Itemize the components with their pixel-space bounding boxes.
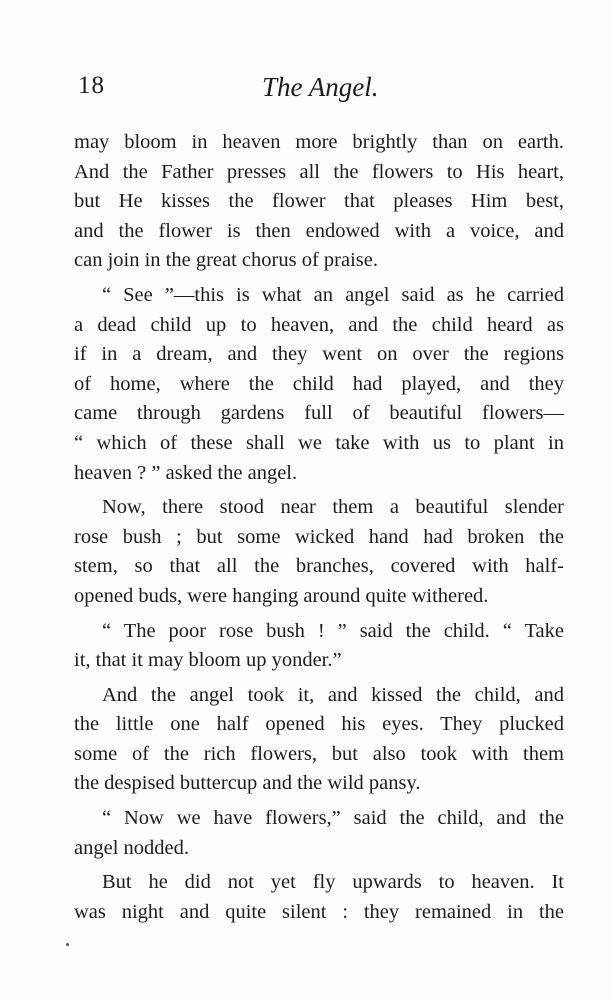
- text-line: it, that it may bloom up yonder.”: [74, 649, 342, 672]
- text-line: was night and quite silent : they remained in the: [74, 900, 564, 923]
- text-line: and the flower is then endowed with a voice, and: [74, 219, 564, 242]
- text-line: but He kisses the flower that pleases Him best,: [74, 190, 564, 213]
- text-line: “ Now we have flowers,” said the child, and the: [102, 807, 564, 830]
- text-line: But he did not yet fly upwards to heaven. It: [102, 871, 564, 894]
- text-line: angel nodded.: [74, 836, 189, 859]
- text-line: stem, so that all the branches, covered with half-: [74, 555, 564, 578]
- text-line: Now, there stood near them a beautiful slender: [102, 496, 564, 519]
- body-text: [74, 128, 564, 927]
- text-line: heaven ? ” asked the angel.: [74, 461, 298, 484]
- text-line: And the angel took it, and kissed the child, and: [102, 683, 564, 706]
- text-line: “ The poor rose bush ! ” said the child. “ Take: [102, 619, 564, 642]
- text-line: the despised buttercup and the wild pansy.: [74, 772, 421, 795]
- text-line: a dead child up to heaven, and the child heard as: [74, 313, 564, 336]
- text-line: came through gardens full of beautiful flowers—: [74, 402, 564, 425]
- text-line: may bloom in heaven more brightly than on earth.: [74, 131, 564, 153]
- text-line: can join in the great chorus of praise.: [74, 249, 378, 272]
- print-speck: [66, 943, 69, 946]
- text-line: opened buds, were hanging around quite withered.: [74, 584, 489, 607]
- text-line: of home, where the child had played, and they: [74, 372, 564, 395]
- text-line: some of the rich flowers, but also took with them: [74, 742, 564, 765]
- text-line: if in a dream, and they went on over the regions: [74, 343, 564, 366]
- page-number: 18: [78, 72, 105, 99]
- text-line: And the Father presses all the flowers to His heart,: [74, 160, 564, 183]
- page-header: [78, 72, 558, 112]
- text-line: the little one half opened his eyes. They plucked: [74, 713, 564, 736]
- text-line: “ which of these shall we take with us to plant in: [74, 431, 564, 454]
- text-line: “ See ”—this is what an angel said as he carried: [102, 283, 564, 306]
- running-title: The Angel.: [262, 72, 379, 102]
- text-line: rose bush ; but some wicked hand had broken the: [74, 525, 564, 548]
